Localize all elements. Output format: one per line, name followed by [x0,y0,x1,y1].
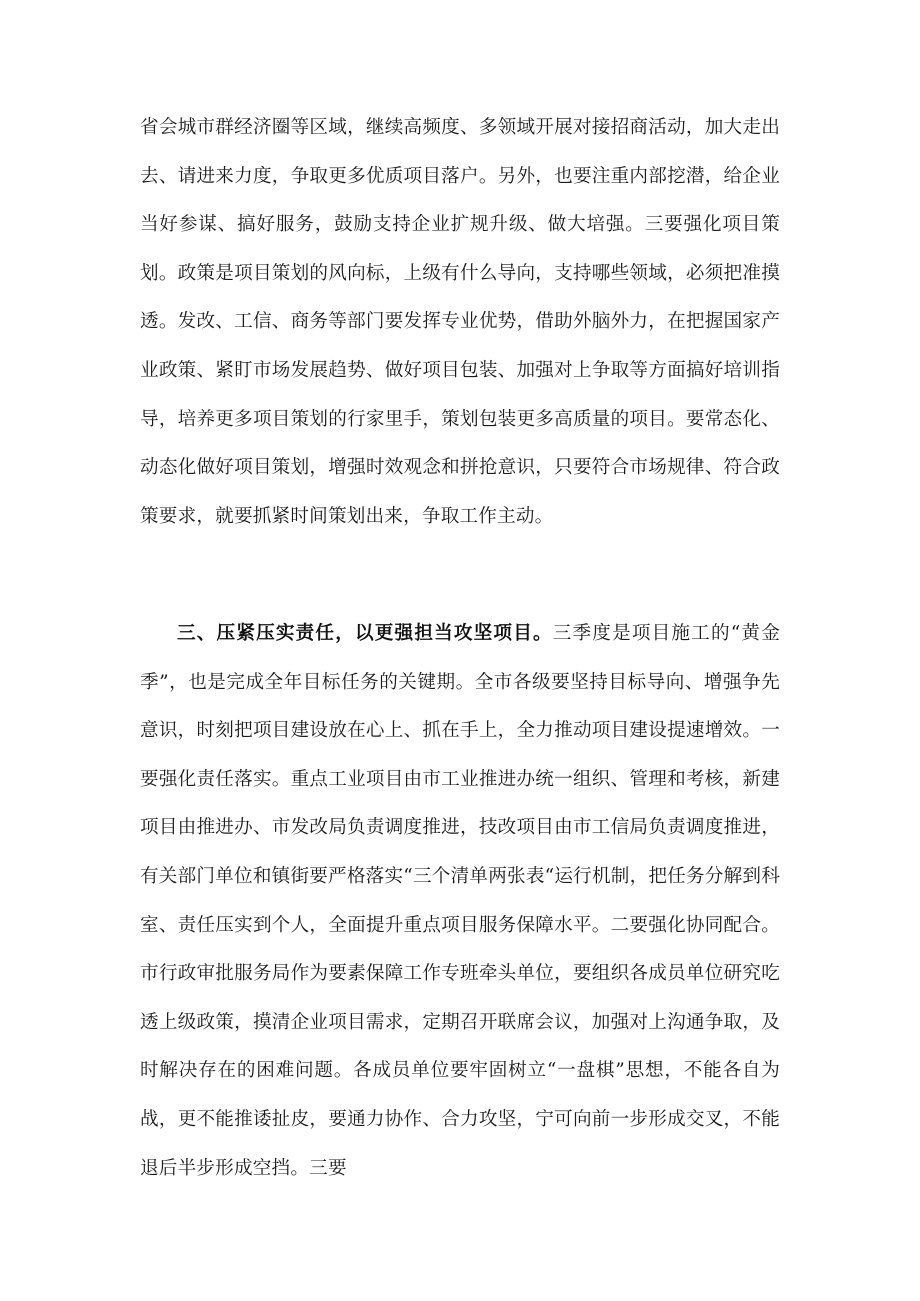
paragraph-continued [140,104,780,541]
paragraph-body: 省会城市群经济圈等区域，继续高频度、多领域开展对接招商活动，加大走出去、请进来力度，争取更多优质项目落户。另外，也要注重内部挖潜，给企业当好参谋、搞好服务，鼓励支持企业扩规升级、做大培强。三要强化项目策划。政策是项目策划的风向标，上级有什么导向，支持哪些领域，必须把准摸透。发改、工信、商务等部门要发挥专业优势，借助外脑外力，在把握国家产业政策、紧盯市场发展趋势、做好项目包装、加强对上争取等方面搞好培训指导，培养更多项目策划的行家里手，策划包装更多高质量的项目。要常态化、动态化做好项目策划，增强时效观念和拼抢意识，只要符合市场规律、符合政策要求，就要抓紧时间策划出来，争取工作主动。 [140,117,780,527]
paragraph-body: 三季度是项目施工的“黄金季”，也是完成全年目标任务的关键期。全市各级要坚持目标导向、增强争先意识，时刻把项目建设放在心上、抓在手上，全力推动项目建设提速增效。一要强化责任落实。重点工业项目由市工业推进办统一组织、管理和考核，新建项目由推进办、市发改局负责调度推进，技改项目由市工信局负责调度推进，有关部门单位和镇街要严格落实“三个清单两张表“运行机制，把任务分解到科室、责任压实到个人，全面提升重点项目服务保障水平。二要强化协同配合。市行政审批服务局作为要素保障工作专班牵头单位，要组织各成员单位研究吃透上级政策，摸清企业项目需求，定期召开联席会议，加强对上沟通争取，及时解决存在的困难问题。各成员单位要牢固树立“一盘棋”思想，不能各自为战，更不能推诿扯皮，要通力协作、合力攻坚，宁可向前一步形成交叉，不能退后半步形成空挡。三要 [140,623,780,1179]
paragraph-section-three [140,610,780,1193]
section-heading: 三、压紧压实责任，以更强担当攻坚项目。 [177,623,553,644]
